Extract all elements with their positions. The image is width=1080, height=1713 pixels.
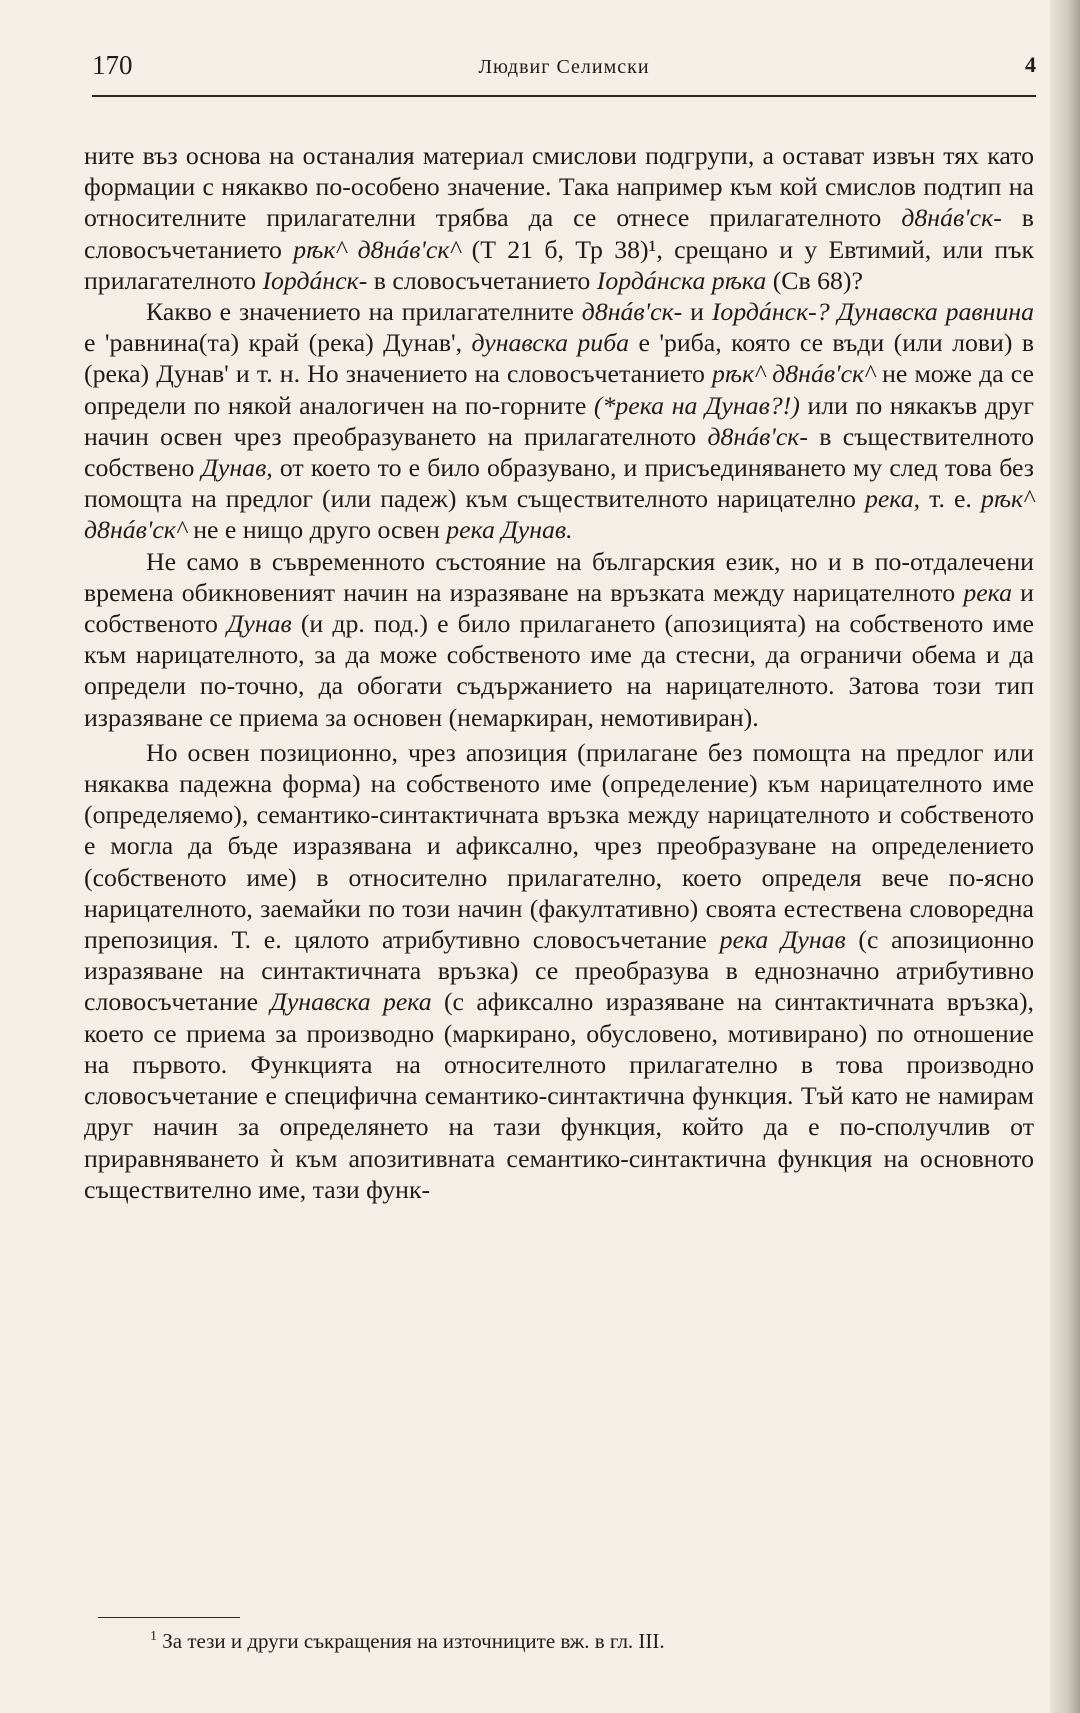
text-run: (с афиксално изразяване на синтактичната връзка), което се приема за производно (маркирано, обусловено, мотивирано) по отношение на първото. Функцията на относителното прилагателно в това производно словосъчетание е специфична семантико-синтактична функция. Тъй като не намирам друг начин за определянето на тази функция, който да е по-сполучлив от приравняването ѝ към апозитивната семантико-синтактична функция на основното съществително име, тази функ- <box>84 987 1034 1204</box>
footnote-rule <box>98 1617 240 1618</box>
text-run: (и др. под.) е било прилагането (апозицията) на собственото име към нарицателното, за да може собственото име да стесни, да ограничи обема и да определи по-точно, да обогати съдържанието на нарицателното. Затова този тип изразяване се приема за основен (немаркиран, немотивиран). <box>84 609 1034 732</box>
paragraph-p1 <box>84 140 1034 296</box>
text-run: Но освен позиционно, чрез апозиция (прилагане без помощта на предлог или някаква падежна форма) на собственото име (определение) към нарицателното име (определяемо), семантико-синтактичната връзка между нарицателното и собственото е могла да бъде изразявана и афиксално, чрез преобразуване на определението (собственото име) в относително прилагателно, което определя вече по-ясно нарицателното, заемайки по този начин (факултативно) своята естествена словоредна препозиция. Т. е. цялото атрибутивно словосъчетание <box>84 737 1034 955</box>
text-run: и <box>682 297 712 327</box>
italic-term: Дунавска равнина <box>837 297 1034 327</box>
italic-term: река <box>963 577 1012 607</box>
text-run: (с апозиционно изразяване на синтактичната връзка) се преобразува в еднозначно атрибутивно словосъчетание <box>84 925 1034 1017</box>
page-number: 170 <box>92 50 133 80</box>
footnote <box>150 1629 1010 1654</box>
italic-term: д8нáв'ск- <box>901 203 1002 233</box>
text-run: ните въз основа на останалия материал смислови подгрупи, а остават извън тях като формации с някакво по-особено значение. Така например към кой смислов подтип на относителните прилагателни трябва да се отнесе прилагателното <box>84 141 1034 233</box>
text-run: т. е. <box>920 484 981 514</box>
page-edge-shadow <box>1050 0 1080 1713</box>
italic-term: река Дунав <box>719 925 846 955</box>
signature-mark: 4 <box>1025 52 1036 77</box>
text-run: (Т 21 б, Тр 38)¹, срещано и у Евтимий, или пък прилагателното <box>84 234 1034 295</box>
page-header <box>92 50 1036 90</box>
italic-term: Дунавска река <box>270 987 432 1017</box>
footnote-text: За тези и други съкращения на източниците вж. в гл. III. <box>162 1629 665 1653</box>
running-title: Людвиг Селимски <box>478 56 650 78</box>
text-run: в съществителното собствено <box>84 421 1034 483</box>
header-rule <box>92 95 1036 97</box>
paragraph-p2 <box>84 296 1034 546</box>
italic-term: Дунав <box>226 609 292 639</box>
italic-term: рѣк^ д8нáв'ск^ <box>712 359 875 389</box>
italic-term: дунавска риба <box>471 328 630 358</box>
footnote-marker: 1 <box>150 1629 157 1644</box>
italic-term: д8нáв'ск- <box>707 421 808 451</box>
body-text <box>84 140 1034 1205</box>
text-run: е 'равнина(та) край (река) Дунав', <box>84 328 472 358</box>
text-run: или по някакъв друг начин освен чрез преобразуването на прилагателното <box>84 390 1035 451</box>
text-run <box>830 297 838 326</box>
text-run: не може да се определи по някой аналогичен на по-горните <box>84 359 1034 420</box>
paragraph-p3 <box>84 546 1034 733</box>
paragraph-p4 <box>84 737 1034 1205</box>
italic-term: Iордáнска рѣка <box>596 265 767 295</box>
text-run: е 'риба, която се въди (или лови) в (река) Дунав' и т. н. Но значението на словосъчетанието <box>84 328 1035 389</box>
italic-term: Дунав, <box>201 453 273 483</box>
text-run: от което то е било образувано, и присъединяването му след това без помощта на предлог (или падеж) към съществителното нарицателно <box>84 453 1034 514</box>
text-run: Не само в съвременното състояние на българския език, но и в по-отдалечени времена обикновеният начин на изразяване на връзката между нарицателното <box>84 546 1034 607</box>
italic-term: Iордáнск-? <box>711 297 830 327</box>
text-run: в словосъчетанието <box>84 203 1034 264</box>
text-run: не е нищо друго освен <box>186 515 447 545</box>
italic-term: река, <box>864 484 921 514</box>
italic-term: д8нáв'ск- <box>581 297 683 327</box>
text-run: Какво е значението на прилагателните <box>146 297 582 327</box>
italic-term: (*река на Дунав?!) <box>593 390 800 420</box>
italic-term: река Дунав. <box>446 515 573 545</box>
italic-term: рѣк^ д8нáв'ск^ <box>84 484 1034 545</box>
text-run: и собственото <box>84 577 1034 639</box>
text-run: (Св 68)? <box>766 265 863 295</box>
text-run: в словосъчетанието <box>367 265 597 295</box>
italic-term: рѣк^ д8нáв'ск^ <box>293 234 461 264</box>
italic-term: Iордáнск- <box>262 265 368 295</box>
